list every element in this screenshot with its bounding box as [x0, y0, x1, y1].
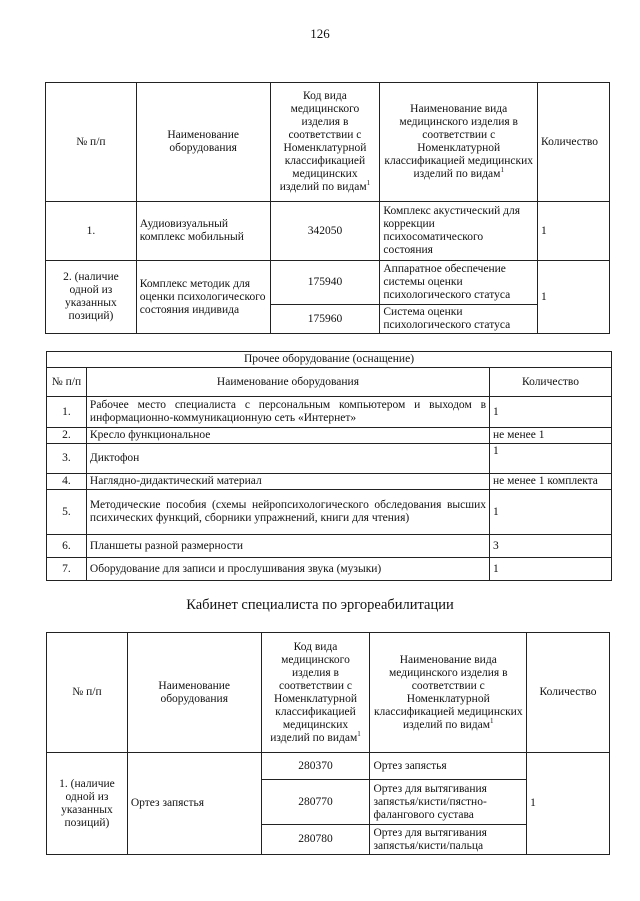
table-row	[47, 490, 612, 535]
header-name: Наименование оборудования	[86, 368, 489, 397]
cell-num: 6.	[47, 535, 87, 558]
footnote-mark: 1	[500, 166, 504, 175]
cell-code: 175940	[270, 261, 380, 305]
header-name: Наименование оборудования	[127, 633, 261, 753]
cell-qty: 1	[538, 261, 610, 334]
cell-num: 2.	[47, 428, 87, 444]
cell-kind: Аппаратное обеспечение системы оценки психологического статуса	[380, 261, 538, 305]
cell-qty: 3	[490, 535, 612, 558]
table-row	[47, 558, 612, 581]
cell-name: Аудиовизуальный комплекс мобильный	[136, 202, 270, 261]
cell-code: 280780	[261, 825, 370, 855]
header-qty: Количество	[538, 83, 610, 202]
cell-name: Планшеты разной размерности	[86, 535, 489, 558]
cell-qty: 1	[490, 444, 612, 474]
table-row	[47, 474, 612, 490]
table-row	[47, 753, 610, 780]
header-kind	[370, 633, 527, 753]
table-header-row	[47, 633, 610, 753]
cell-num: 3.	[47, 444, 87, 474]
header-code	[270, 83, 380, 202]
equipment-table-ergo	[46, 632, 610, 855]
cell-name: Диктофон	[86, 444, 489, 474]
cell-qty: 1	[527, 753, 610, 855]
other-equipment-table	[46, 351, 612, 581]
header-code	[261, 633, 370, 753]
header-num: № п/п	[46, 83, 137, 202]
header-code-text: Код вида медицинского изделия в соответствии с Номенклатурной классификацией медицинских изделий по видам	[270, 640, 358, 744]
cell-name: Наглядно-дидактический материал	[86, 474, 489, 490]
cell-num: 1.	[46, 202, 137, 261]
cell-name: Кресло функциональное	[86, 428, 489, 444]
cell-qty: 1	[538, 202, 610, 261]
cell-num: 1. (наличие одной из указанных позиций)	[47, 753, 128, 855]
table-title: Прочее оборудование (оснащение)	[47, 352, 612, 368]
cell-kind: Комплекс акустический для коррекции психосоматического состояния	[380, 202, 538, 261]
header-kind-text: Наименование вида медицинского изделия в соответствии с Номенклатурной классификацией медицинских изделий по видам	[373, 653, 523, 731]
header-qty: Количество	[527, 633, 610, 753]
table-header-row	[46, 83, 610, 202]
cell-num: 4.	[47, 474, 87, 490]
cell-qty: 1	[490, 397, 612, 428]
cell-num: 7.	[47, 558, 87, 581]
cell-qty: не менее 1	[490, 428, 612, 444]
header-kind-text: Наименование вида медицинского изделия в соответствии с Номенклатурной классификацией медицинских изделий по видам	[384, 103, 534, 180]
cell-code: 342050	[270, 202, 380, 261]
page-number: 126	[310, 26, 330, 41]
cell-kind: Ортез для вытягивания запястья/кисти/пястно-фалангового сустава	[370, 780, 527, 825]
cell-name: Оборудование для записи и прослушивания звука (музыки)	[86, 558, 489, 581]
cell-num: 2. (наличие одной из указанных позиций)	[46, 261, 137, 334]
cell-kind: Ортез запястья	[370, 753, 527, 780]
cell-num: 1.	[47, 397, 87, 428]
table-title-row	[47, 352, 612, 368]
equipment-table-1	[45, 82, 610, 334]
table-row	[47, 535, 612, 558]
table-row	[47, 428, 612, 444]
cell-code: 280770	[261, 780, 370, 825]
cell-name: Методические пособия (схемы нейропсихологического обследования высших психических функций, сборники упражнений, книги для чтения)	[86, 490, 489, 535]
header-num: № п/п	[47, 368, 87, 397]
cell-code: 280370	[261, 753, 370, 780]
cell-qty: не менее 1 комплекта	[490, 474, 612, 490]
footnote-mark: 1	[366, 179, 371, 188]
cell-num: 5.	[47, 490, 87, 535]
section-heading: Кабинет специалиста по эргореабилитации	[186, 597, 454, 613]
header-qty: Количество	[490, 368, 612, 397]
table-row	[47, 444, 612, 474]
header-num: № п/п	[47, 633, 128, 753]
footnote-mark: 1	[357, 729, 361, 738]
header-name: Наименование оборудования	[136, 83, 270, 202]
cell-name: Комплекс методик для оценки психологического состояния индивида	[136, 261, 270, 334]
table-header-row	[47, 368, 612, 397]
cell-name: Рабочее место специалиста с персональным компьютером и выходом в информационно-коммуникационную сеть «Интернет»	[86, 397, 489, 428]
cell-kind: Ортез для вытягивания запястья/кисти/пальца	[370, 825, 527, 855]
table-row	[46, 202, 610, 261]
cell-code: 175960	[270, 305, 380, 334]
header-code-text: Код вида медицинского изделия в соответствии с Номенклатурной классификацией медицинских изделий по видам	[279, 90, 367, 193]
header-kind	[380, 83, 538, 202]
cell-qty: 1	[490, 490, 612, 535]
footnote-mark: 1	[490, 716, 494, 725]
cell-qty: 1	[490, 558, 612, 581]
table-row	[46, 261, 610, 305]
cell-name: Ортез запястья	[127, 753, 261, 855]
table-row	[47, 397, 612, 428]
cell-kind: Система оценки психологического статуса	[380, 305, 538, 334]
